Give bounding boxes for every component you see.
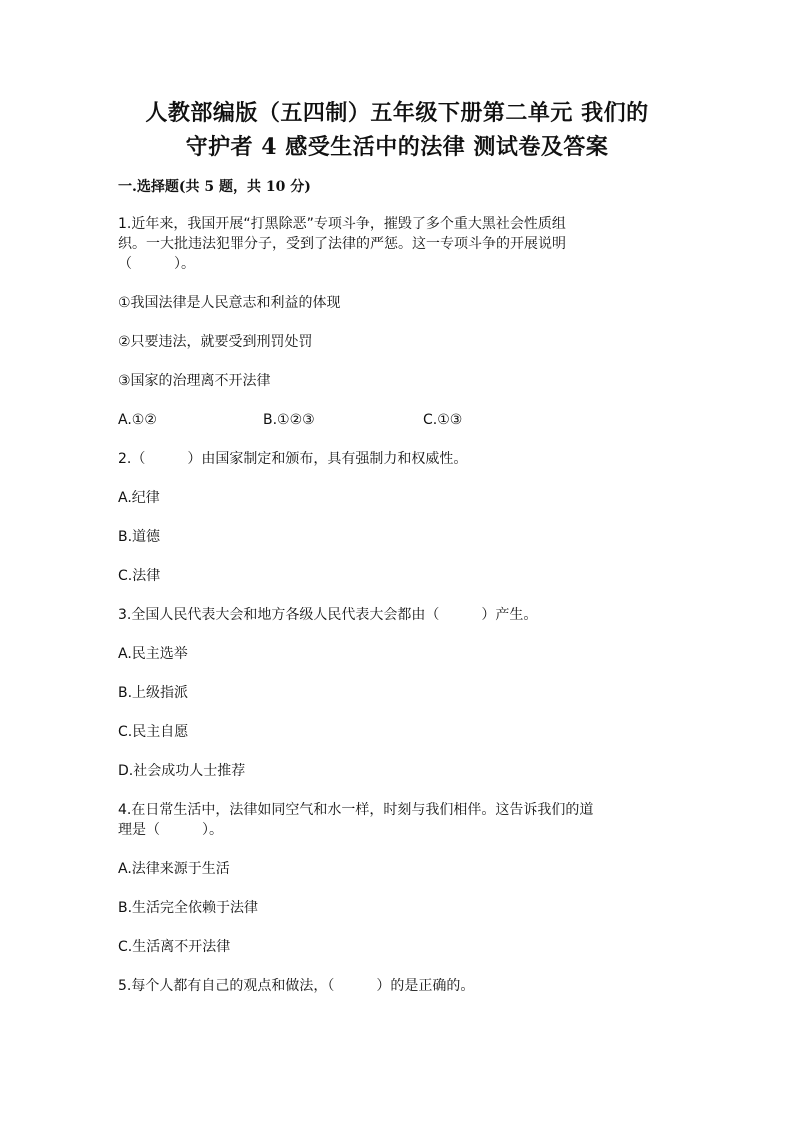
question-1-stem-line-1: 1.近年来，我国开展“打黑除恶”专项斗争，摧毁了多个重大黑社会性质组	[118, 216, 566, 232]
question-3-option-a: A.民主选举	[118, 646, 188, 662]
question-1-statement-3: ③国家的治理离不开法律	[118, 373, 271, 389]
question-2-option-c: C.法律	[118, 568, 161, 584]
question-4-option-a: A.法律来源于生活	[118, 861, 230, 877]
question-2-option-b: B.道德	[118, 529, 161, 545]
question-3-option-d: D.社会成功人士推荐	[118, 763, 246, 779]
question-3-option-b: B.上级指派	[118, 685, 189, 701]
section-heading: 一.选择题(共 5 题，共 10 分)	[118, 179, 311, 195]
question-3-stem: 3.全国人民代表大会和地方各级人民代表大会都由（ ）产生。	[118, 607, 538, 623]
document-title	[110, 96, 684, 164]
question-1-statement-2: ②只要违法，就要受到刑罚处罚	[118, 334, 313, 350]
questions-body	[118, 214, 678, 1015]
question-2	[118, 449, 678, 469]
question-1-stem-line-3: （ ）。	[118, 256, 195, 272]
question-4-stem-line-1: 4.在日常生活中，法律如同空气和水一样，时刻与我们相伴。这告诉我们的道	[118, 802, 594, 818]
question-5-stem: 5.每个人都有自己的观点和做法，（ ）的是正确的。	[118, 978, 475, 994]
question-4-stem-line-2: 理是（ ）。	[118, 822, 223, 838]
question-4	[118, 800, 678, 840]
title-line-2: 守护者 4 感受生活中的法律 测试卷及答案	[185, 134, 609, 160]
question-2-option-a: A.纪律	[118, 490, 160, 506]
question-4-option-b: B.生活完全依赖于法律	[118, 900, 259, 916]
question-1-statement-1: ①我国法律是人民意志和利益的体现	[118, 295, 341, 311]
question-1-option-b: B.①②③	[263, 412, 315, 428]
question-4-option-c: C.生活离不开法律	[118, 939, 231, 955]
question-1-option-a: A.①②	[118, 412, 157, 428]
question-5	[118, 976, 678, 996]
question-2-stem: 2.（ ）由国家制定和颁布，具有强制力和权威性。	[118, 451, 468, 467]
question-1	[118, 214, 678, 274]
question-1-options	[118, 410, 678, 430]
question-3	[118, 605, 678, 625]
question-1-stem-line-2: 织。一大批违法犯罪分子，受到了法律的严惩。这一专项斗争的开展说明	[118, 236, 566, 252]
title-line-1: 人教部编版（五四制）五年级下册第二单元 我们的	[145, 100, 649, 126]
question-1-option-c: C.①③	[423, 412, 463, 428]
question-3-option-c: C.民主自愿	[118, 724, 189, 740]
